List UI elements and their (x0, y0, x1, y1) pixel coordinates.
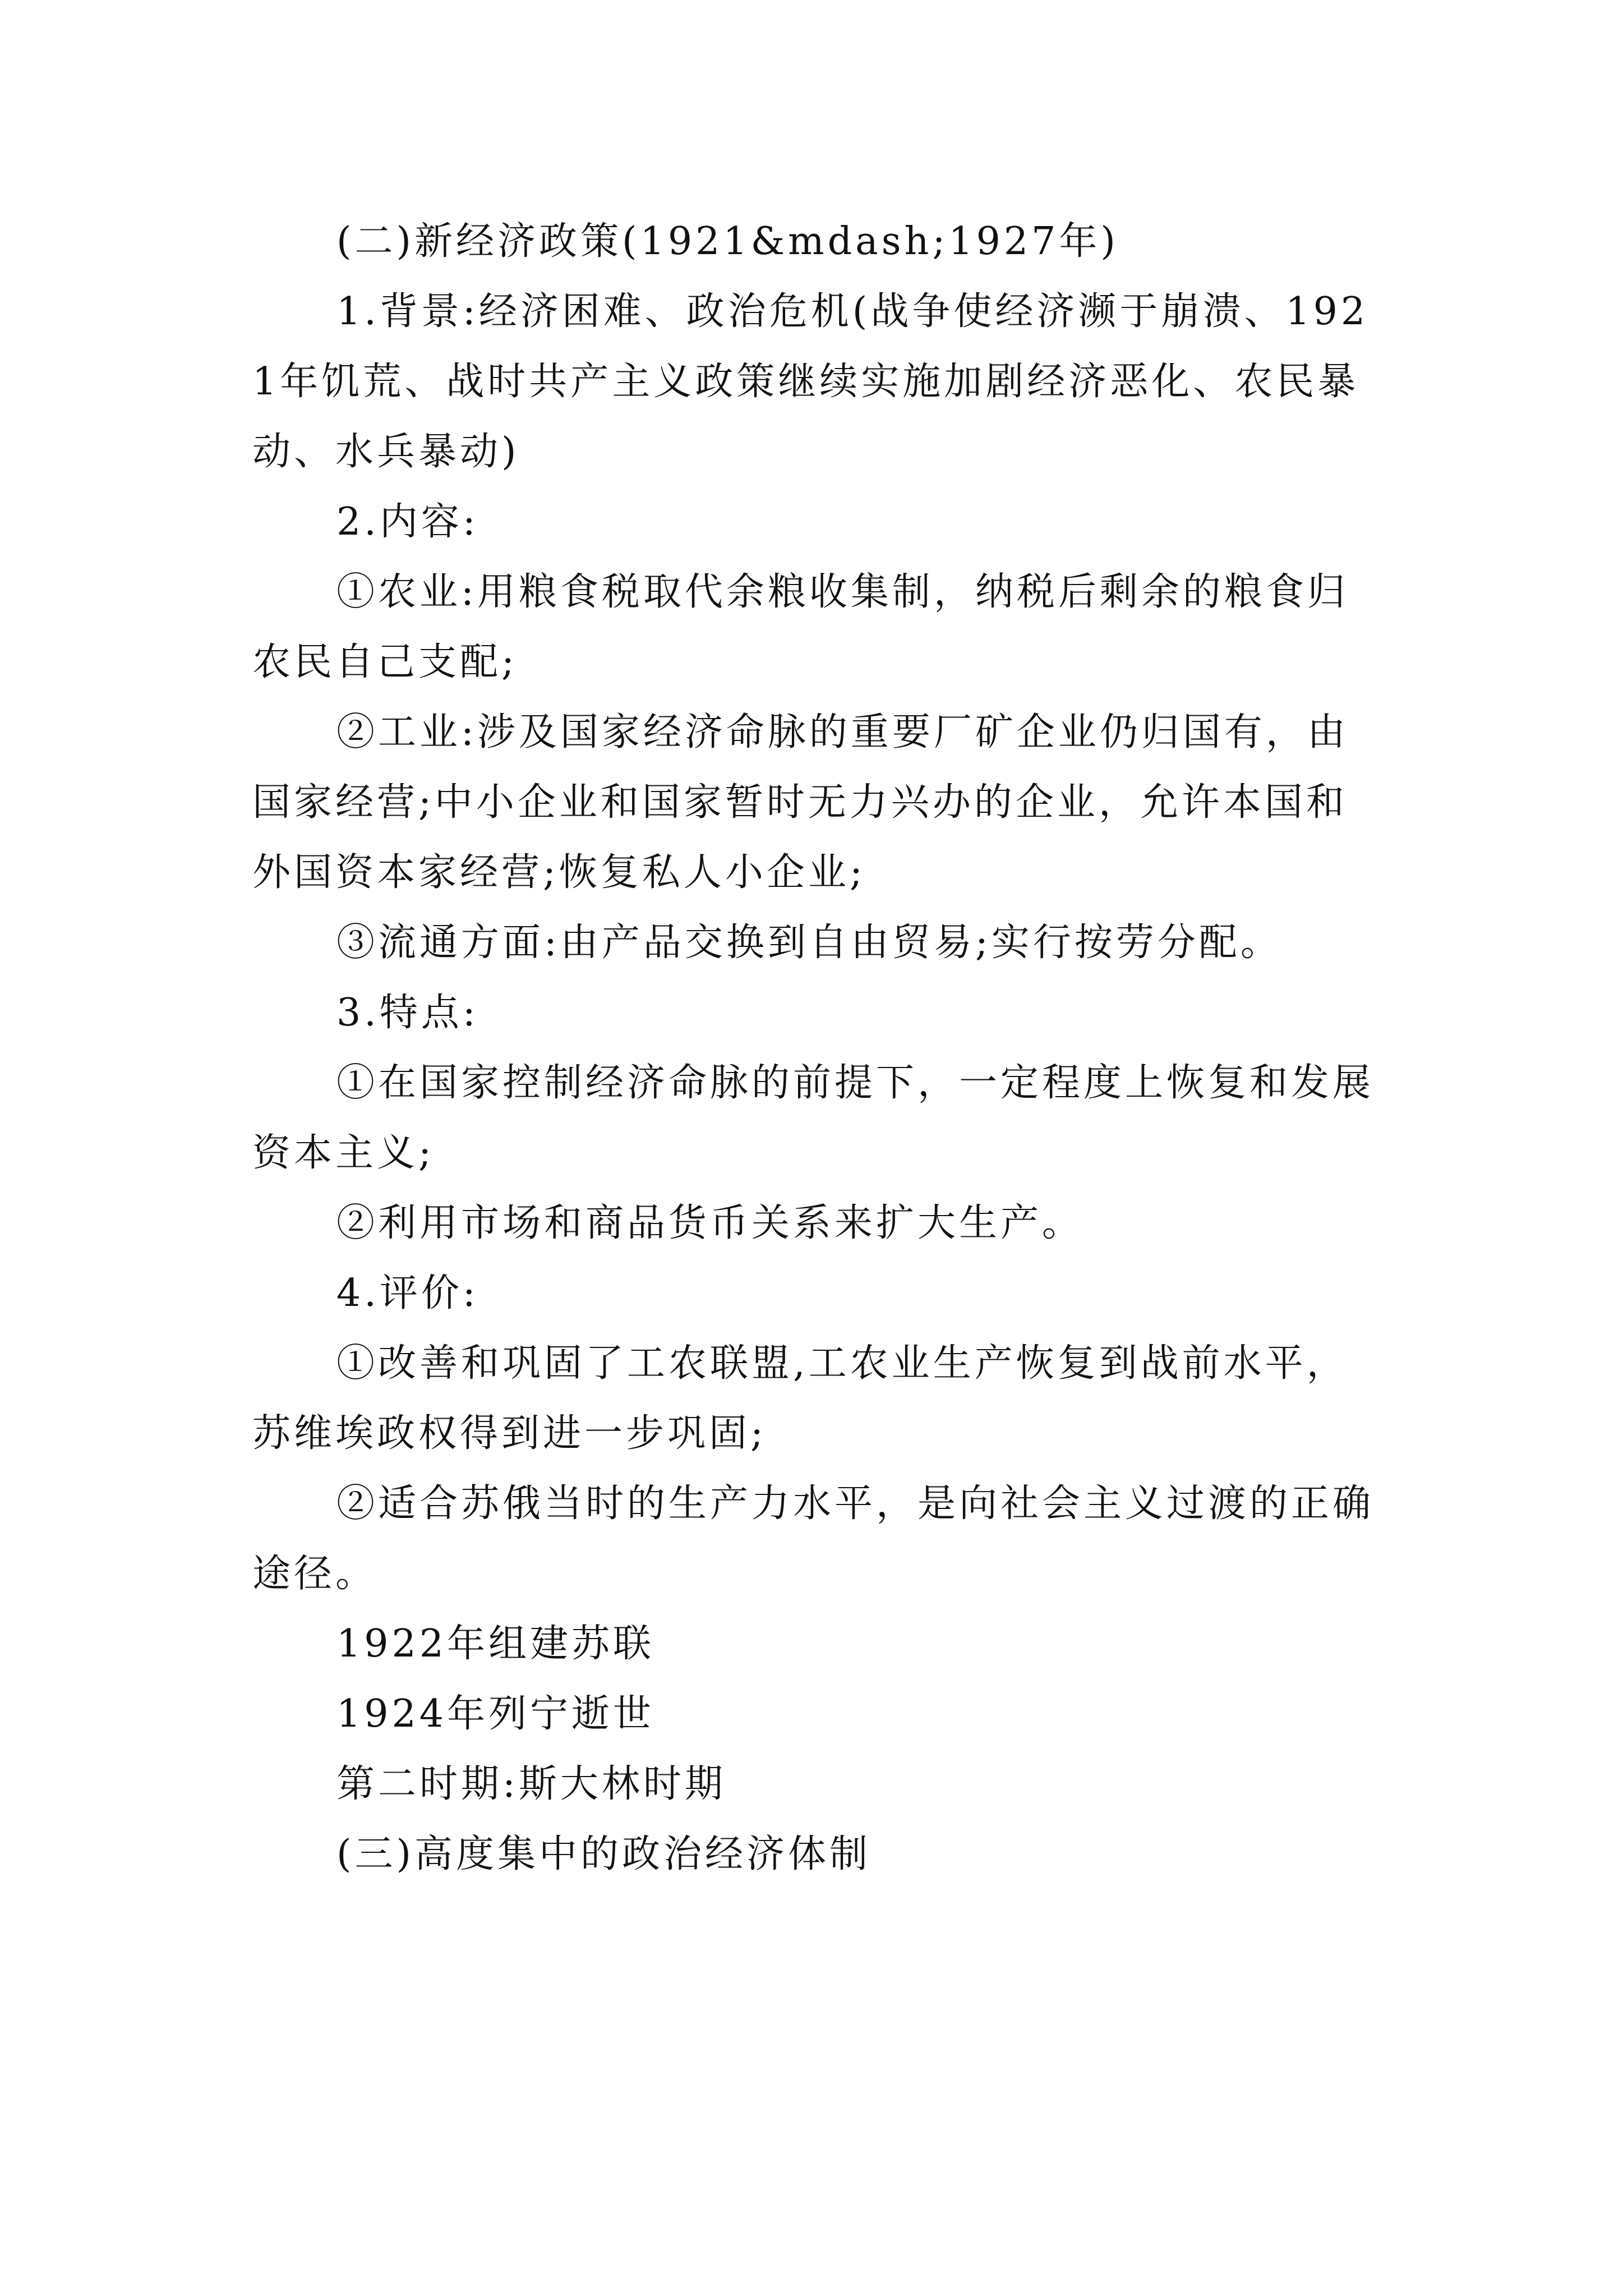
paragraph-background: 1.背景:经济困难、政治危机(战争使经济濒于崩溃、1921年饥荒、战时共产主义政策继续实施加剧经济恶化、农民暴动、水兵暴动) (252, 289, 1369, 474)
paragraph-evaluation-2: ②适合苏俄当时的生产力水平，是向社会主义过渡的正确途径。 (252, 1481, 1375, 1596)
paragraph-feature-2: ②利用市场和商品货币关系来扩大生产。 (336, 1201, 1084, 1245)
paragraph-evaluation-1: ①改善和巩固了工农联盟,工农业生产恢复到战前水平，苏维埃政权得到进一步巩固; (252, 1341, 1348, 1456)
section-heading-new-economic-policy: (二)新经济政策(1921&mdash;1927年) (336, 219, 1119, 264)
paragraph-agriculture: ①农业:用粮食税取代余粮收集制，纳税后剩余的粮食归农民自己支配; (252, 570, 1349, 684)
paragraph-feature-1: ①在国家控制经济命脉的前提下，一定程度上恢复和发展资本主义; (252, 1061, 1375, 1175)
paragraph-1924: 1924年列宁逝世 (336, 1692, 655, 1736)
paragraph-features-heading: 3.特点: (336, 991, 479, 1035)
paragraph-evaluation-heading: 4.评价: (336, 1271, 479, 1315)
section-heading-centralized-system: (三)高度集中的政治经济体制 (336, 1832, 872, 1876)
paragraph-industry: ②工业:涉及国家经济命脉的重要厂矿企业仍归国有，由国家经营;中小企业和国家暂时无力兴办的企业，允许本国和外国资本家经营;恢复私人小企业; (252, 710, 1349, 895)
paragraph-content-heading: 2.内容: (336, 500, 479, 544)
paragraph-1922: 1922年组建苏联 (336, 1622, 655, 1666)
paragraph-circulation: ③流通方面:由产品交换到自由贸易;实行按劳分配。 (336, 921, 1282, 965)
document-body (252, 206, 1388, 1889)
paragraph-second-period: 第二时期:斯大林时期 (336, 1762, 726, 1806)
